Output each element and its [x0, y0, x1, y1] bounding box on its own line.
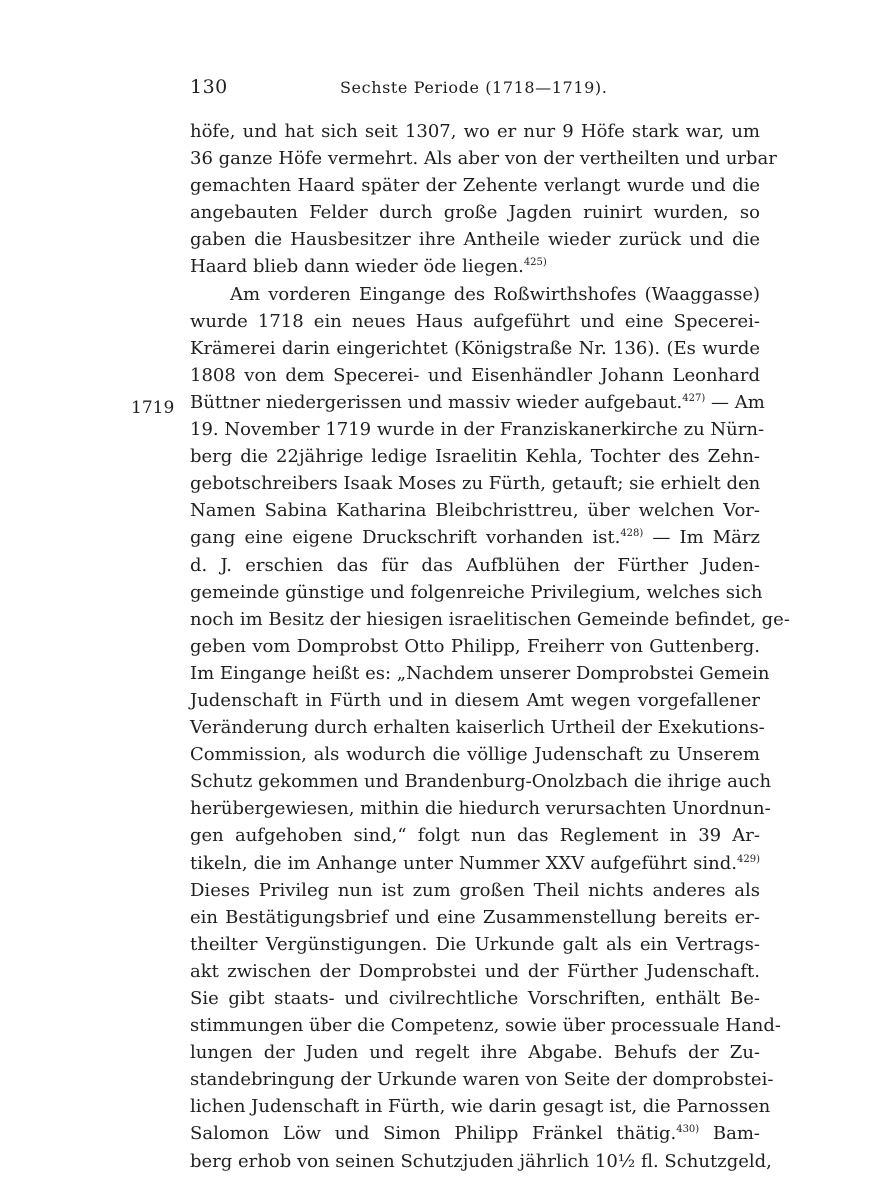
- line-text: stimmungen über die Competenz, sowie über processuale Hand-: [190, 1015, 782, 1037]
- text-line: [190, 606, 790, 633]
- text-line: [190, 904, 760, 931]
- text-line: [190, 389, 765, 416]
- line-text-continuation: — Am: [705, 391, 765, 413]
- text-line: [190, 416, 765, 443]
- line-text: höfe, und hat sich seit 1307, wo er nur 9 Höfe stark war, um: [190, 121, 760, 142]
- text-line: [190, 877, 760, 904]
- page-number: 130: [190, 76, 228, 98]
- text-line: [190, 253, 760, 280]
- line-text: Büttner niedergerissen und massiv wieder aufgebaut.: [190, 391, 683, 413]
- line-text: akt zwischen der Domprobstei und der Fürther Judenschaft.: [190, 960, 760, 982]
- text-line: [190, 795, 771, 822]
- line-text: standebringung der Urkunde waren von Seite der domprobstei-: [190, 1069, 774, 1091]
- text-line: [190, 172, 760, 199]
- text-line: [190, 552, 760, 579]
- footnote-reference: 430): [676, 1124, 700, 1136]
- text-line: [190, 985, 760, 1012]
- line-text: angebauten Felder durch große Jagden ruinirt wurden, so: [190, 202, 760, 224]
- line-text: Commission, als wodurch die völlige Judenschaft zu Unserem: [190, 744, 760, 766]
- line-text-continuation: — Im März: [643, 527, 760, 549]
- line-text: d. J. erschien das für das Aufblühen der Fürther Juden-: [190, 554, 760, 576]
- line-text: gebotschreibers Isaak Moses zu Fürth, getauft; sie erhielt den: [190, 473, 761, 495]
- text-line: [190, 308, 760, 335]
- line-text: geben vom Domprobst Otto Philipp, Freiherr von Guttenberg.: [190, 635, 760, 657]
- text-line: [190, 1148, 772, 1175]
- line-text: lungen der Juden und regelt ihre Abgabe. Behufs der Zu-: [190, 1042, 760, 1064]
- line-text: tikeln, die im Anhange unter Nummer XXV aufgeführt sind.: [190, 852, 737, 874]
- line-text: gen aufgehoben sind,“ folgt nun das Reglement in 39 Ar-: [190, 825, 760, 847]
- line-text: Judenschaft in Fürth und in diesem Amt wegen vorgefallener: [190, 689, 760, 711]
- text-line: [190, 118, 760, 145]
- text-line: [190, 145, 777, 172]
- margin-year-note: 1719: [131, 398, 175, 418]
- text-line: [190, 1012, 782, 1039]
- text-line: [190, 931, 760, 958]
- text-line: [190, 660, 770, 687]
- line-text: Schutz gekommen und Brandenburg-Onolzbach die ihrige auch: [190, 771, 772, 793]
- text-line: [190, 443, 760, 470]
- line-text: Dieses Privileg nun ist zum großen Theil nichts anderes als: [190, 879, 760, 901]
- footnote-reference: 429): [737, 853, 760, 865]
- line-text: Sie gibt staats- und civilrechtliche Vorschriften, enthält Be-: [190, 988, 760, 1009]
- line-text: lichen Judenschaft in Fürth, wie darin gesagt ist, die Parnossen: [190, 1096, 771, 1118]
- text-line: [190, 226, 760, 253]
- line-text-continuation: Bam-: [699, 1123, 760, 1145]
- text-line: [190, 822, 760, 849]
- text-line: [190, 362, 760, 389]
- footnote-reference: 428): [620, 528, 644, 540]
- line-text: berg erhob von seinen Schutzjuden jährlich 10½ fl. Schutzgeld,: [190, 1150, 772, 1172]
- text-line: [190, 335, 760, 362]
- text-line: [190, 1120, 760, 1147]
- line-text: 36 ganze Höfe vermehrt. Als aber von der vertheilten und urbar: [190, 148, 777, 170]
- text-line: [190, 199, 760, 226]
- line-text: Haard blieb dann wieder öde liegen.: [190, 256, 524, 278]
- line-text: Veränderung durch erhalten kaiserlich Urtheil der Exekutions-: [190, 717, 765, 739]
- line-text: berg die 22jährige ledige Israelitin Kehla, Tochter des Zehn-: [190, 446, 760, 468]
- line-text: ein Bestätigungsbrief und eine Zusammenstellung bereits er-: [190, 906, 760, 928]
- text-line: [190, 741, 760, 768]
- text-line: [190, 1066, 774, 1093]
- line-text: wurde 1718 ein neues Haus aufgeführt und eine Specerei-: [190, 310, 760, 332]
- page-header: [190, 72, 760, 102]
- text-line: [190, 714, 765, 741]
- text-line: [190, 579, 763, 606]
- text-line: [190, 1039, 760, 1066]
- line-text: 19. November 1719 wurde in der Franziskanerkirche zu Nürn-: [190, 419, 765, 441]
- line-text: gang eine eigene Druckschrift vorhanden ist.: [190, 527, 621, 549]
- body-text: [190, 118, 790, 1175]
- text-line: [190, 497, 760, 524]
- line-text: theilter Vergünstigungen. Die Urkunde galt als ein Vertrags-: [190, 933, 760, 955]
- text-line: [190, 768, 772, 795]
- footnote-reference: 425): [523, 257, 547, 269]
- text-line: [190, 687, 760, 714]
- line-text: Am vorderen Eingange des Roßwirthshofes (Waaggasse): [230, 283, 760, 305]
- line-text: gemeinde günstige und folgenreiche Privilegium, welches sich: [190, 581, 763, 603]
- text-line: [190, 470, 760, 497]
- text-line: [190, 850, 760, 877]
- footnote-reference: 427): [682, 392, 706, 404]
- line-text: gaben die Hausbesitzer ihre Antheile wieder zurück und die: [190, 229, 760, 251]
- line-text: Im Eingange heißt es: „Nachdem unserer Domprobstei Gemein: [190, 662, 770, 684]
- line-text: Krämerei darin eingerichtet (Königstraße Nr. 136). (Es wurde: [190, 337, 760, 359]
- text-line: [190, 958, 760, 985]
- line-text: gemachten Haard später der Zehente verlangt wurde und die: [190, 175, 760, 197]
- line-text: Salomon Löw und Simon Philipp Fränkel thätig.: [190, 1123, 677, 1145]
- line-text: Namen Sabina Katharina Bleibchristtreu, über welchen Vor-: [190, 500, 760, 522]
- running-title: Sechste Periode (1718—1719).: [340, 78, 608, 97]
- text-line: [190, 633, 760, 660]
- text-line: [190, 281, 760, 308]
- line-text: herübergewiesen, mithin die hiedurch verursachten Unordnun-: [190, 798, 771, 820]
- text-line: [190, 524, 760, 551]
- line-text: 1808 von dem Specerei- und Eisenhändler Johann Leonhard: [190, 364, 760, 386]
- text-line: [190, 1093, 771, 1120]
- line-text: noch im Besitz der hiesigen israelitischen Gemeinde befindet, ge-: [190, 608, 790, 630]
